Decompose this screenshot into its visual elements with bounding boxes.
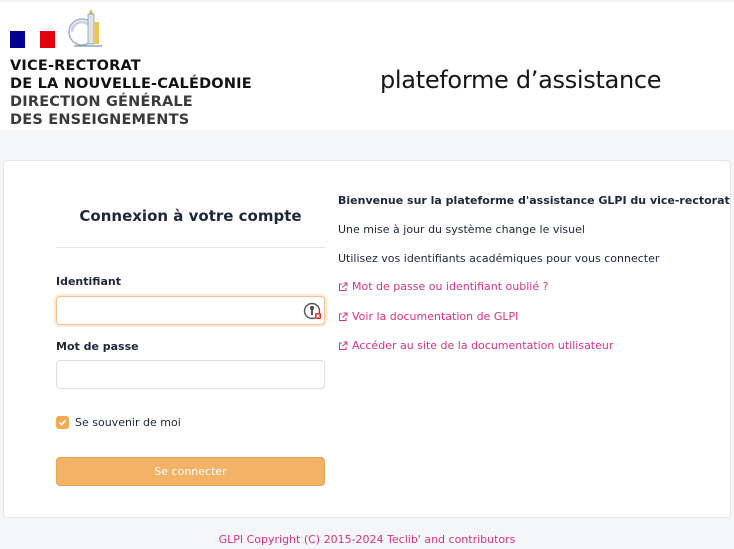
forgot-password-link-label[interactable]: Mot de passe ou identifiant oublié ? — [352, 280, 549, 293]
user-documentation-link[interactable] — [338, 339, 613, 352]
update-notice-text: Une mise à jour du système change le visuel — [338, 223, 585, 236]
checkbox-checked-icon[interactable] — [56, 416, 69, 429]
external-link-icon — [338, 282, 348, 292]
login-title: Connexion à votre compte — [79, 207, 302, 225]
platform-title: plateforme d’assistance — [380, 66, 662, 94]
login-submit-button[interactable]: Se connecter — [56, 457, 325, 486]
vice-rectorat-emblem-logo — [66, 8, 104, 48]
password-manager-icon[interactable] — [303, 302, 321, 320]
password-input[interactable] — [56, 360, 325, 389]
credentials-notice-text: Utilisez vos identifiants académiques pour vous connecter — [338, 252, 660, 265]
organization-name — [10, 57, 252, 129]
remember-me-label: Se souvenir de moi — [75, 416, 181, 429]
welcome-text: Bienvenue sur la plateforme d'assistance GLPI du vice-rectorat — [338, 194, 730, 207]
external-link-icon — [338, 312, 348, 322]
org-line-2: DE LA NOUVELLE-CALÉDONIE — [10, 76, 252, 92]
footer-copyright-link[interactable]: GLPI Copyright (C) 2015-2024 Teclib' and contributors — [218, 533, 516, 546]
title-divider — [56, 247, 325, 248]
org-line-3: DIRECTION GÉNÉRALE — [10, 94, 193, 110]
org-line-1: VICE-RECTORAT — [10, 58, 141, 74]
external-link-icon — [338, 341, 348, 351]
username-label: Identifiant — [56, 275, 121, 288]
password-label: Mot de passe — [56, 340, 139, 353]
forgot-password-link[interactable] — [338, 280, 548, 293]
glpi-documentation-link[interactable] — [338, 310, 518, 323]
org-line-4: DES ENSEIGNEMENTS — [10, 112, 190, 128]
user-documentation-link-label[interactable]: Accéder au site de la documentation utilisateur — [352, 339, 614, 352]
glpi-documentation-link-label[interactable]: Voir la documentation de GLPI — [352, 310, 519, 323]
header-banner — [0, 2, 734, 130]
username-input[interactable] — [56, 296, 325, 325]
remember-me-checkbox[interactable] — [56, 416, 181, 429]
french-republic-flag-logo — [10, 31, 55, 48]
